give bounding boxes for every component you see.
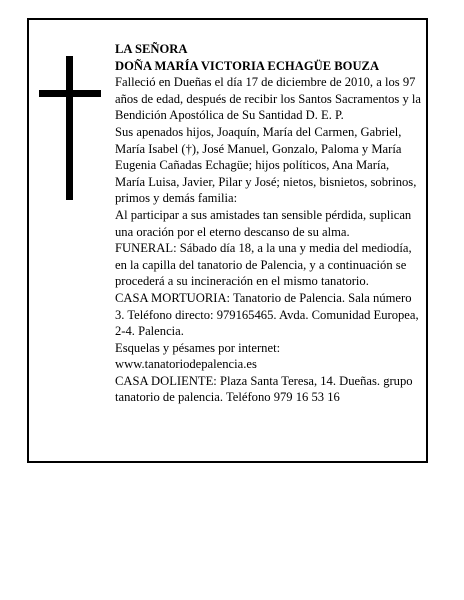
latin-cross-icon [39, 56, 101, 200]
cross-horizontal-bar [39, 90, 101, 97]
funeral-home-details: CASA MORTUORIA: Tanatorio de Palencia. Sala número 3. Teléfono directo: 979165465. Avda. Comunidad Europea, 2-4. Palencia. [115, 290, 419, 339]
obituary-notice [27, 18, 428, 463]
family-list: Sus apenados hijos, Joaquín, María del Carmen, Gabriel, María Isabel (†), José Manuel, Gonzalo, Paloma y María Eugenia Cañadas Echagüe; hijos políticos, Ana María, María Luisa, Javier, Pilar y José; nietos, bisnietos, sobrinos, primos y demás familia: [115, 124, 417, 206]
funeral-details: FUNERAL: Sábado día 18, a la una y media del mediodía, en la capilla del tanatorio de Palencia, y a continuación se procederá a su incineración en el mismo tanatorio. [115, 241, 412, 289]
internet-condolences: Esquelas y pésames por internet: www.tanatoriodepalencia.es [115, 340, 281, 372]
death-announcement: Falleció en Dueñas el día 17 de diciembre de 2010, a los 97 años de edad, después de recibir los Santos Sacramentos y la Bendición Apostólica de Su Santidad D. E. P. [115, 75, 422, 123]
notice-heading: LA SEÑORA [115, 42, 188, 56]
cross-vertical-bar [66, 56, 73, 200]
prayer-request: Al participar a sus amistades tan sensible pérdida, suplican una oración por el eterno descanso de su alma. [115, 207, 412, 239]
notice-text [115, 41, 421, 406]
deceased-name: DOÑA MARÍA VICTORIA ECHAGÜE BOUZA [115, 58, 380, 73]
family-home-details: CASA DOLIENTE: Plaza Santa Teresa, 14. Dueñas. grupo tanatorio de palencia. Teléfono 979 16 53 16 [115, 373, 413, 405]
